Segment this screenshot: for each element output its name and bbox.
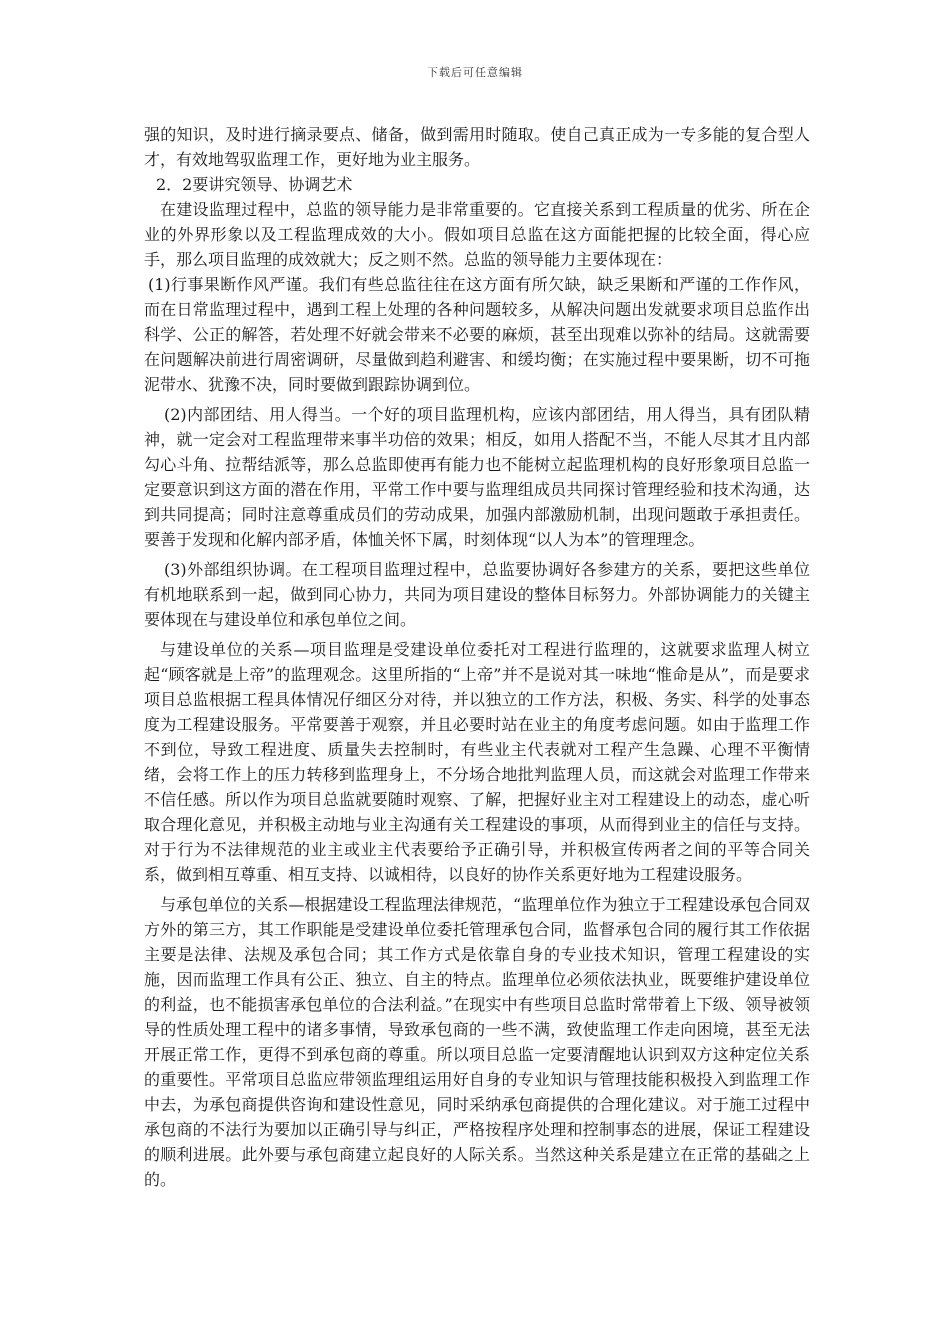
paragraph-intro: 在建设监理过程中，总监的领导能力是非常重要的。它直接关系到工程质量的优劣、所在企业的外界形象以及工程监理成效的大小。假如项目总监在这方面能把握的比较全面，得心应手，那么项目监理的成效就大；反之则不然。总监的领导能力主要体现在： [144,200,810,269]
paragraph-continuation: 强的知识，及时进行摘录要点、储备，做到需用时随取。使自己真正成为一专多能的复合型人才，有效地驾驭监理工作，更好地为业主服务。 [144,125,810,169]
paragraph-client-relations: 与建设单位的关系—项目监理是受建设单位委托对工程进行监理的，这就要求监理人树立起“顾客就是上帝”的监理观念。这里所指的“上帝”并不是说对其一味地“惟命是从”，而是要求项目总监根据工程具体情况仔细区分对待，并以独立的工作方法，积极、务实、科学的处事态度为工程建设服务。平常要善于观察，并且必要时站在业主的角度考虑问题。如由于监理工作不到位，导致工程进度、质量失去控制时，有些业主代表就对工程产生急躁、心理不平衡情绪，会将工作上的压力转移到监理身上，不分场合地批判监理人员，而这就会对监理工作带来不信任感。所以作为项目总监就要随时观察、了解，把握好业主对工程建设上的动态，虚心听取合理化意见，并积极主动地与业主沟通有关工程建设的事项，从而得到业主的信任与支持。对于行为不法律规范的业主或业主代表要给予正确引导，并积极宣传两者之间的平等合同关系，做到相互尊重、相互支持、以诚相待，以良好的协作关系更好地为工程建设服务。 [144,640,810,884]
page-header: 下载后可任意编辑 [427,66,523,79]
paragraph-item-1: (1)行事果断作风严谨。我们有些总监往往在这方面有所欠缺，缺乏果断和严谨的工作作风，而在日常监理过程中，遇到工程上处理的各种问题较多，从解决问题出发就要求项目总监作出科学、公正的解答，若处理不好就会带来不必要的麻烦，甚至出现难以弥补的结局。这就需要在问题解决前进行周密调研，尽量做到趋利避害、和缓均衡；在实施过程中要果断，切不可拖泥带水、犹豫不决，同时要做到跟踪协调到位。 [144,275,810,394]
paragraph-item-3: (3)外部组织协调。在工程项目监理过程中，总监要协调好各参建方的关系，要把这些单位有机地联系到一起，做到同心协力，共同为项目建设的整体目标努力。外部协调能力的关键主要体现在与建设单位和承包单位之间。 [144,560,810,629]
section-heading: 2．2要讲究领导、协调艺术 [156,175,353,194]
paragraph-contractor-relations: 与承包单位的关系—根据建设工程监理法律规范，“监理单位作为独立于工程建设承包合同双方外的第三方，其工作职能是受建设单位委托管理承包合同，监督承包合同的履行其工作依据主要是法律、法规及承包合同；其工作方式是依靠自身的专业技术知识，管理工程建设的实施，因而监理工作具有公正、独立、自主的特点。监理单位必须依法执业，既要维护建设单位的利益，也不能损害承包单位的合法利益。”在现实中有些项目总监时常带着上下级、领导被领导的性质处理工程中的诸多事情，导致承包商的一些不满，致使监理工作走向困境，甚至无法开展正常工作，更得不到承包商的尊重。所以项目总监一定要清醒地认识到双方这种定位关系的重要性。平常项目总监应带领监理组运用好自身的专业知识与管理技能积极投入到监理工作中去，为承包商提供咨询和建设性意见，同时采纳承包商提供的合理化建议。对于施工过程中承包商的不法行为要加以正确引导与纠正，严格按程序处理和控制事态的进展，保证工程建设的顺利进展。此外要与承包商建立起良好的人际关系。当然这种关系是建立在正常的基础之上的。 [144,895,810,1189]
paragraph-item-2: (2)内部团结、用人得当。一个好的项目监理机构，应该内部团结，用人得当，具有团队精神，就一定会对工程监理带来事半功倍的效果；相反，如用人搭配不当，不能人尽其才且内部勾心斗角、拉帮结派等，那么总监即使再有能力也不能树立起监理机构的良好形象项目总监一定要意识到这方面的潜在作用，平常工作中要与监理组成员共同探讨管理经验和技术沟通，达到共同提高；同时注意尊重成员们的劳动成果，加强内部激励机制，出现问题敢于承担责任。要善于发现和化解内部矛盾，体恤关怀下属，时刻体现“以人为本”的管理理念。 [144,405,810,549]
document-body [144,122,810,1192]
